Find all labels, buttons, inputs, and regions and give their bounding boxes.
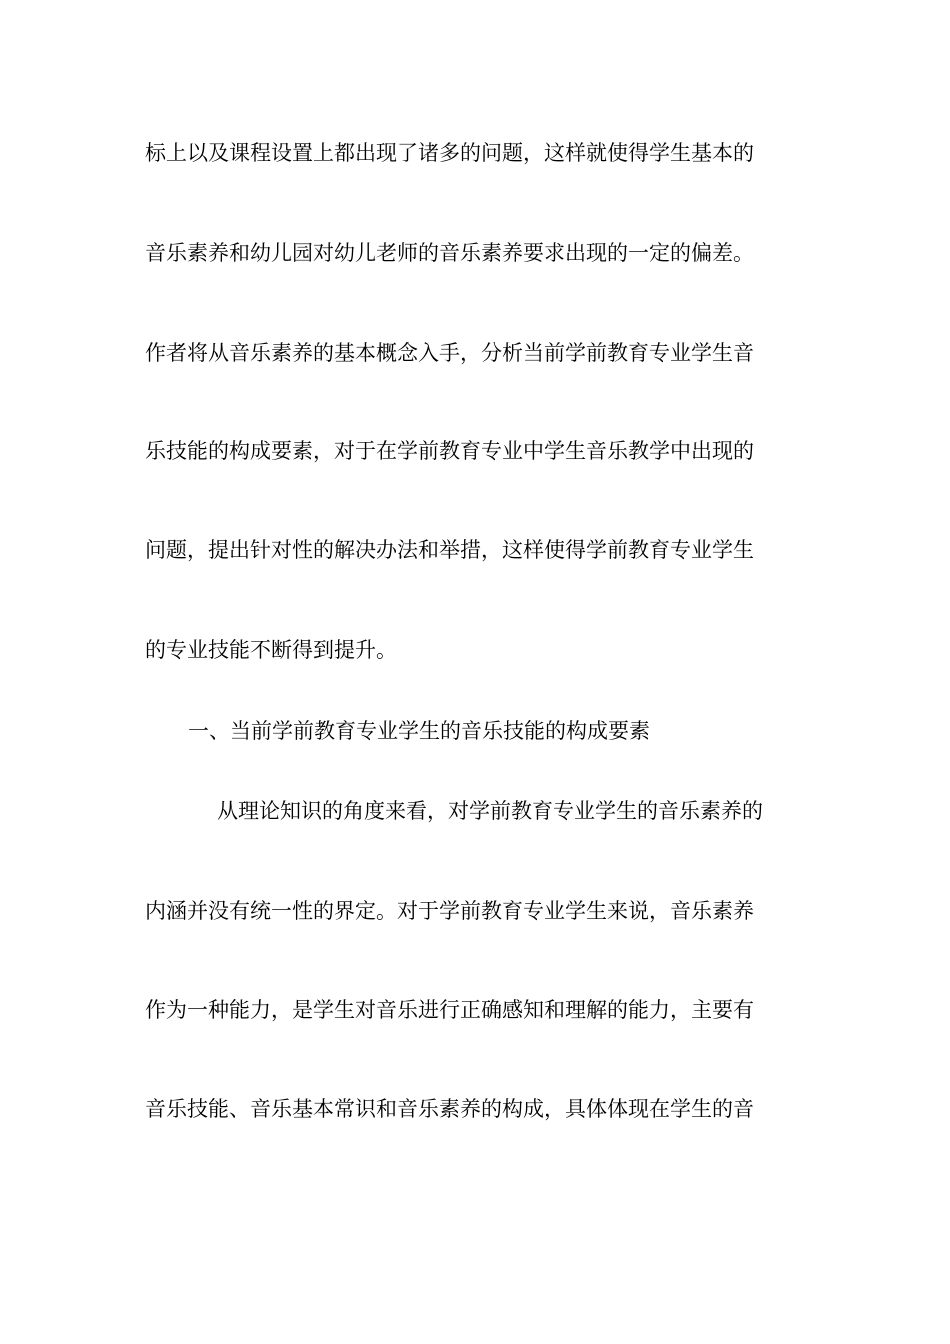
text-line: 乐技能的构成要素，对于在学前教育专业中学生音乐教学中出现的 [145,439,754,463]
text-line: 作为一种能力，是学生对音乐进行正确感知和理解的能力，主要有 [145,998,754,1022]
text-line: 从理论知识的角度来看，对学前教育专业学生的音乐素养的 [217,799,763,823]
text-line: 音乐素养和幼儿园对幼儿老师的音乐素养要求出现的一定的偏差。 [145,241,754,265]
text-line: 内涵并没有统一性的界定。对于学前教育专业学生来说，音乐素养 [145,899,754,923]
text-line: 作者将从音乐素养的基本概念入手，分析当前学前教育专业学生音 [145,341,754,365]
text-line: 标上以及课程设置上都出现了诸多的问题，这样就使得学生基本的 [145,141,754,165]
section-heading: 一、当前学前教育专业学生的音乐技能的构成要素 [188,719,650,743]
text-line: 问题，提出针对性的解决办法和举措，这样使得学前教育专业学生 [145,538,754,562]
text-line: 音乐技能、音乐基本常识和音乐素养的构成，具体体现在学生的音 [145,1097,754,1121]
text-line: 的专业技能不断得到提升。 [145,638,397,662]
